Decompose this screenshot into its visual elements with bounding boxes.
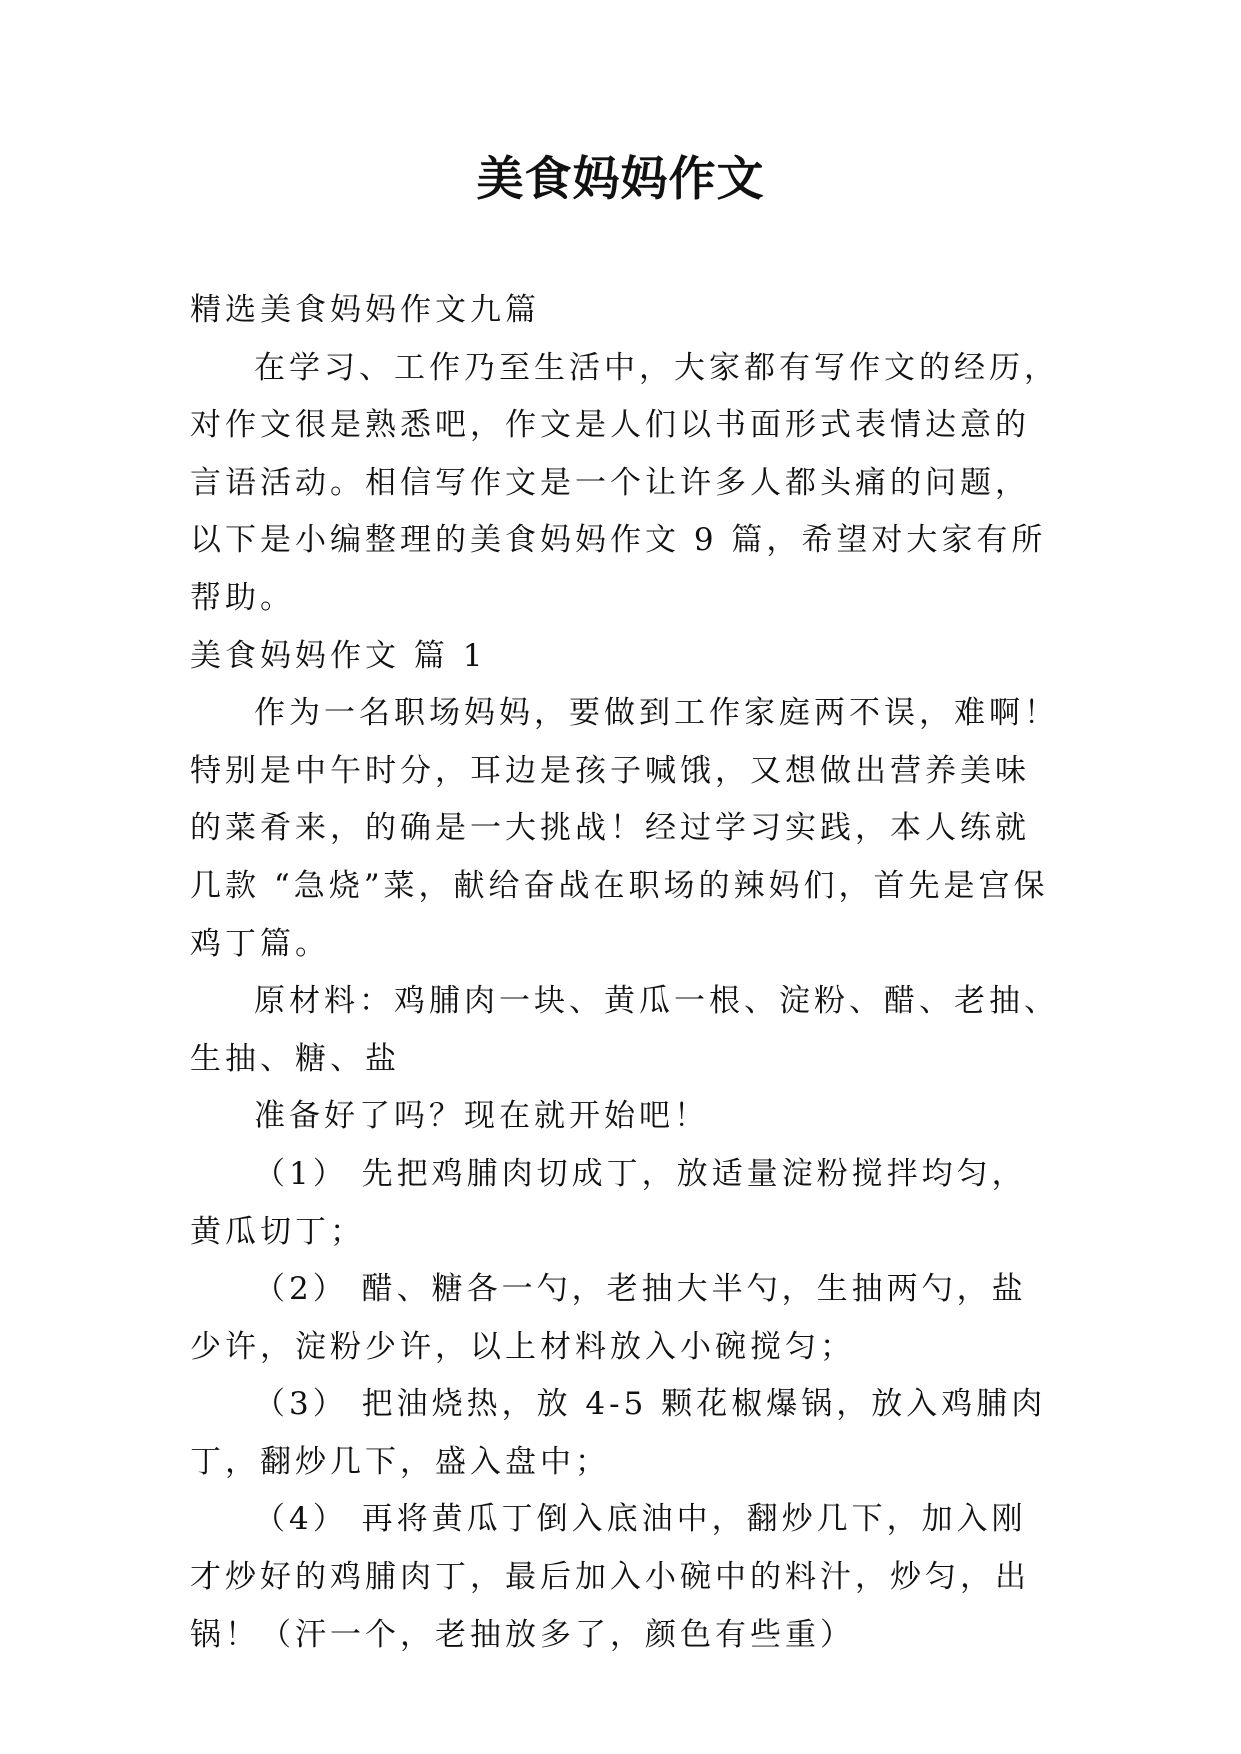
recipe-step: （1） 先把鸡脯肉切成丁，放适量淀粉搅拌均匀，黄瓜切丁； — [190, 1155, 1027, 1250]
recipe-step: （2） 醋、糖各一勺，老抽大半勺，生抽两勺，盐少许，淀粉少许，以上材料放入小碗搅匀； — [190, 1271, 1027, 1365]
document-subtitle: 精选美食妈妈作文九篇 — [190, 292, 540, 328]
intro-paragraph: 在学习、工作乃至生活中，大家都有写作文的经历，对作文很是熟悉吧，作文是人们以书面形式表情达意的言语活动。相信写作文是一个让许多人都头痛的问题，以下是小编整理的美食妈妈作文 9 篇，希望对大家有所帮助。 — [190, 349, 1059, 616]
section-heading: 美食妈妈作文 篇 1 — [190, 637, 487, 674]
recipe-step: （4） 再将黄瓜丁倒入底油中，翻炒几下，加入刚才炒好的鸡脯肉丁，最后加入小碗中的料汁，炒匀，出锅！（汗一个，老抽放多了，颜色有些重） — [190, 1501, 1030, 1653]
body-paragraph: 准备好了吗？现在就开始吧！ — [254, 1098, 709, 1135]
document-body — [190, 282, 1060, 1664]
body-paragraph: 作为一名职场妈妈，要做到工作家庭两不误，难啊！特别是中午时分，耳边是孩子喊饿，又想做出营养美味的菜肴来，的确是一大挑战！经过学习实践，本人练就几款 “急烧”菜，献给奋战在职场的辣妈们，首先是宫保鸡丁篇。 — [190, 695, 1059, 962]
recipe-step: （3） 把油烧热，放 4-5 颗花椒爆锅，放入鸡脯肉丁，翻炒几下，盛入盘中； — [190, 1386, 1047, 1480]
ingredients-paragraph: 原材料：鸡脯肉一块、黄瓜一根、淀粉、醋、老抽、生抽、糖、盐 — [190, 983, 1059, 1077]
document-title: 美食妈妈作文 — [476, 152, 765, 207]
